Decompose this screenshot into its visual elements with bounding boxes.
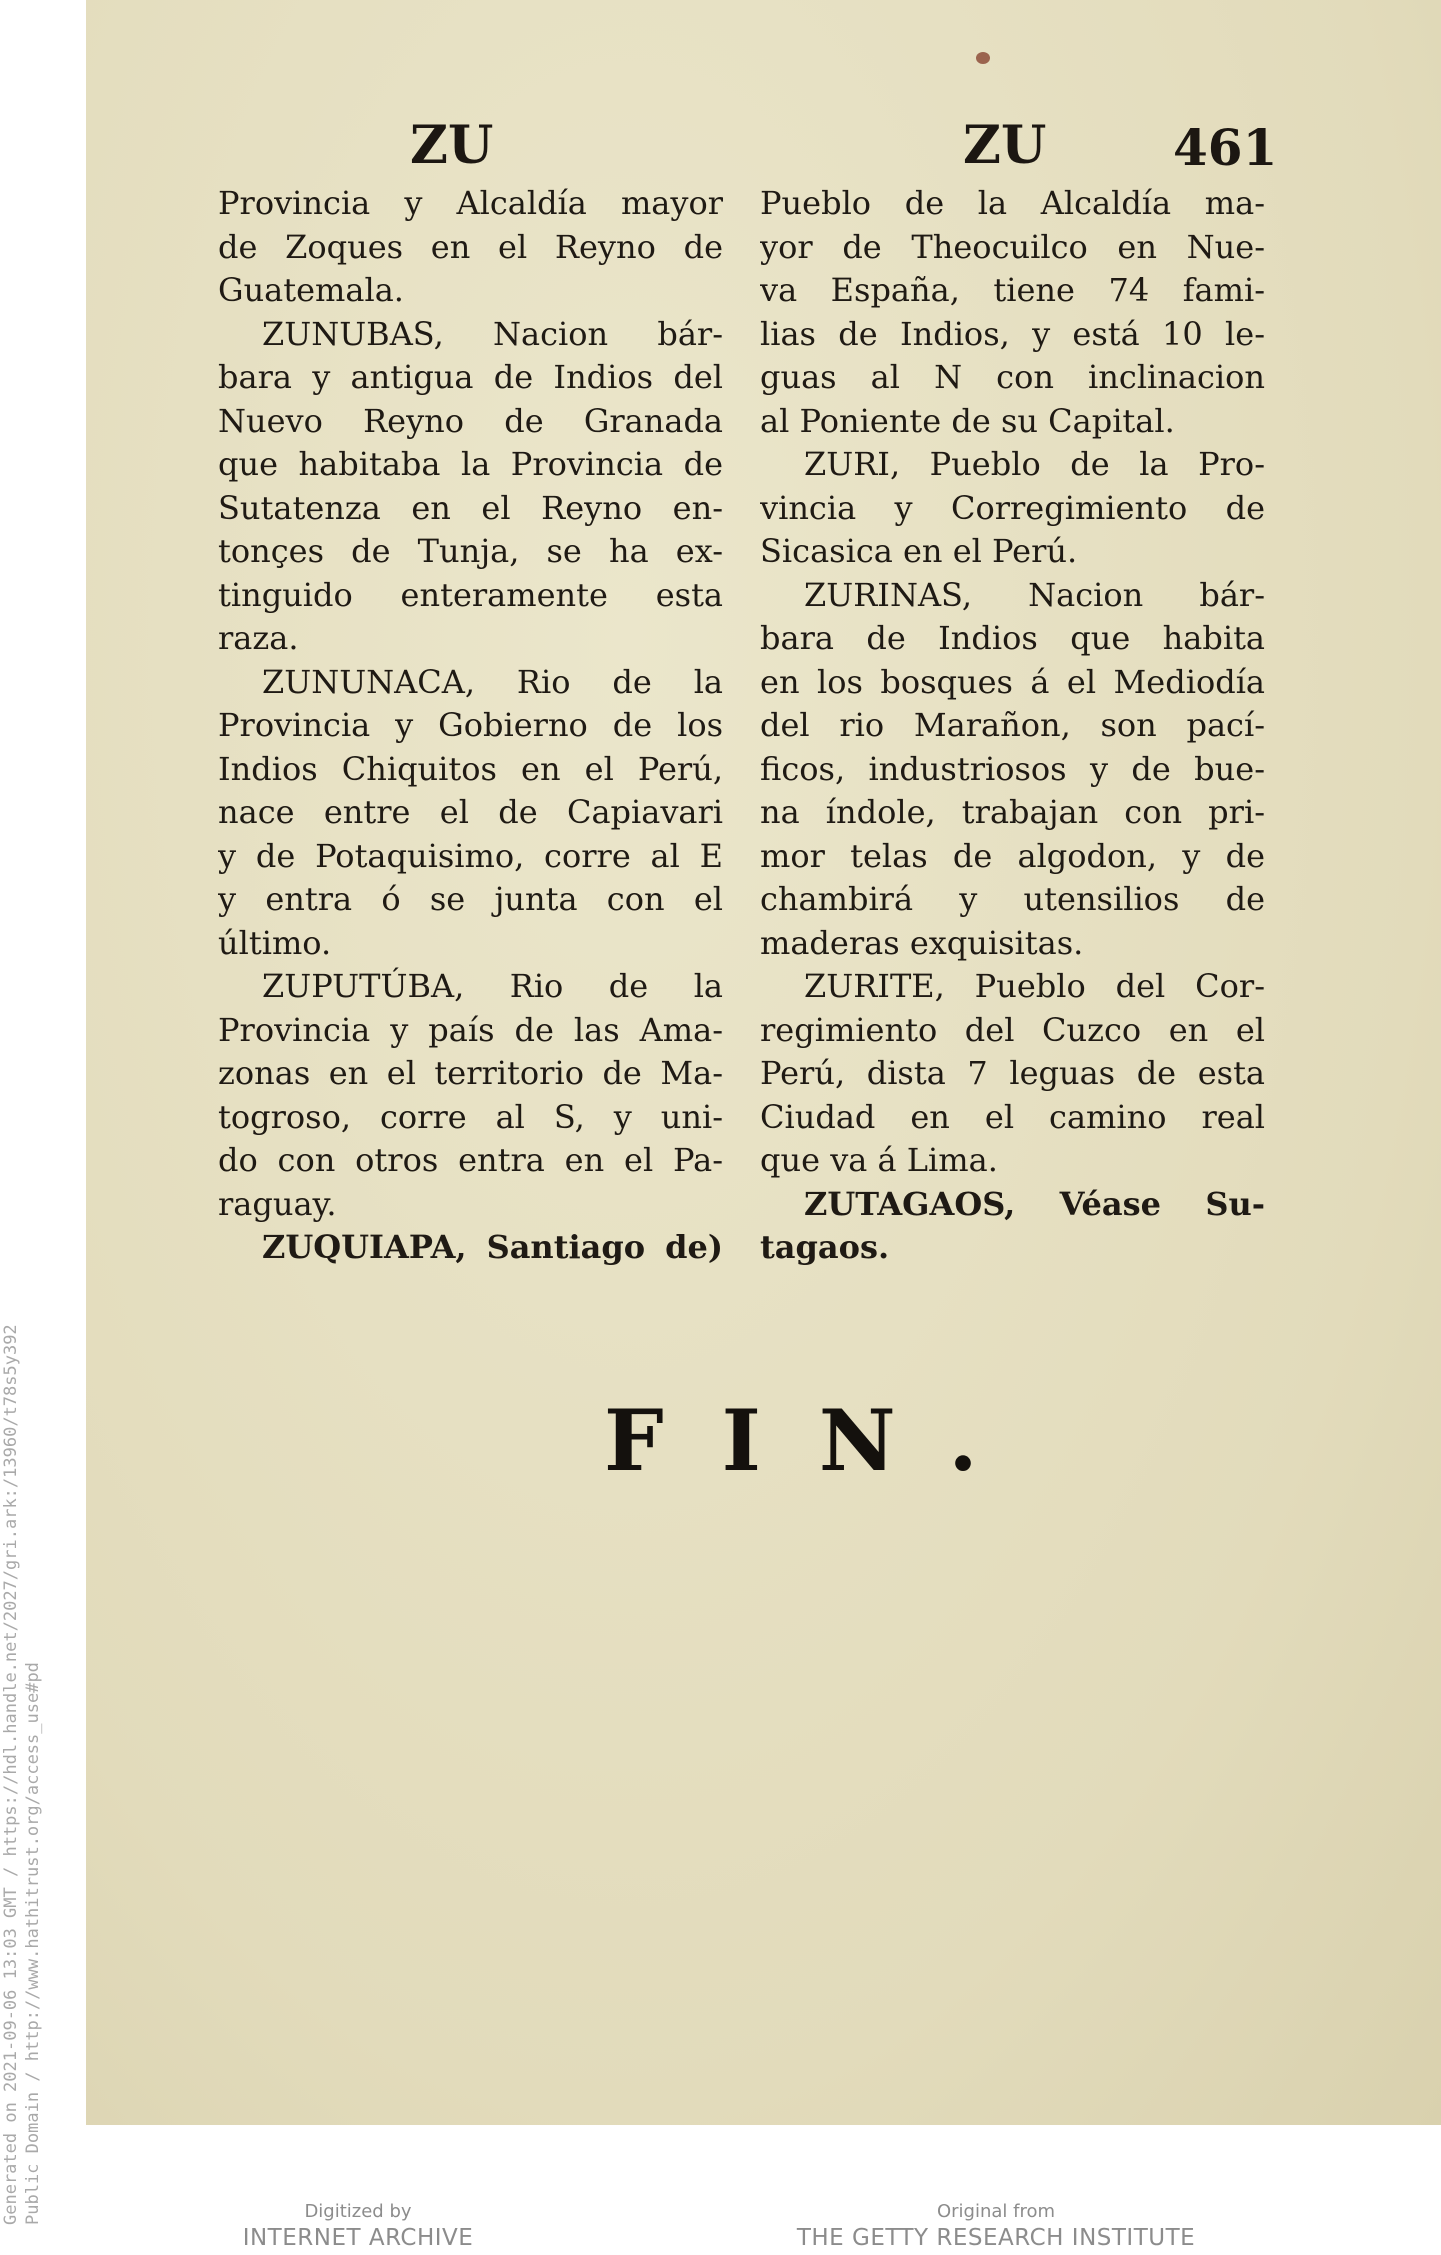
text-line: Indios Chiquitos en el Perú, xyxy=(218,749,723,788)
text-line: ZURI, Pueblo de la Pro- xyxy=(804,445,1265,483)
text-line: Nuevo Reyno de Granada xyxy=(218,401,723,440)
running-head-left: ZU xyxy=(410,115,494,176)
text-line: último. xyxy=(218,923,332,962)
text-line: maderas exquisitas. xyxy=(760,923,1084,962)
ink-smudge xyxy=(976,52,990,64)
text-line: vincia y Corregimiento de xyxy=(760,488,1265,527)
text-line: Perú, dista 7 leguas de esta xyxy=(760,1054,1265,1092)
text-line: y de Potaquisimo, corre al E xyxy=(218,836,723,875)
page-number: 461 xyxy=(1173,118,1278,177)
text-line: raza. xyxy=(218,619,299,657)
text-line: al Poniente de su Capital. xyxy=(760,401,1175,440)
text-line: na índole, trabajan con pri- xyxy=(760,793,1265,831)
right-text-column xyxy=(760,182,1265,1270)
generation-stamp-line1: Generated on 2021-09-06 13:03 GMT / https://hdl.handle.net/2027/gri.ark:/13960/t78s5y392 xyxy=(1,1324,21,2225)
footer-getty: THE GETTY RESEARCH INSTITUTE xyxy=(796,2225,1196,2251)
text-line: togroso, corre al S, y uni- xyxy=(218,1097,723,1136)
text-line: ZUNUBAS, Nacion bár- xyxy=(262,314,723,353)
generation-stamp-line2: Public Domain / http://www.hathitrust.org/access_use#pd xyxy=(23,1662,43,2225)
text-line: bara de Indios que habita xyxy=(760,619,1265,657)
text-line: Guatemala. xyxy=(218,271,404,309)
text-line: ZUTAGAOS, Véase Su- xyxy=(804,1184,1265,1223)
text-line: lias de Indios, y está 10 le- xyxy=(760,314,1265,353)
text-line: ZUNUNACA, Rio de la xyxy=(262,662,723,701)
text-line: do con otros entra en el Pa- xyxy=(218,1141,723,1179)
text-line: regimiento del Cuzco en el xyxy=(760,1010,1265,1049)
running-head-right: ZU xyxy=(963,115,1047,176)
text-line: tonçes de Tunja, se ha ex- xyxy=(218,532,723,570)
text-line: Provincia y Alcaldía mayor xyxy=(218,184,723,222)
text-line: raguay. xyxy=(218,1184,337,1223)
text-line: Ciudad en el camino real xyxy=(760,1097,1265,1136)
text-line: que habitaba la Provincia de xyxy=(218,445,723,483)
footer-digitized-label: Digitized by xyxy=(304,2201,412,2222)
text-line: ZUQUIAPA, Santiago de) xyxy=(262,1228,723,1266)
text-line: del rio Marañon, son pací- xyxy=(760,706,1265,744)
footer-original-label: Original from xyxy=(936,2201,1056,2222)
text-line: nace entre el de Capiavari xyxy=(218,793,723,831)
text-line: yor de Theocuilco en Nue- xyxy=(760,227,1265,266)
text-line: que va á Lima. xyxy=(760,1141,998,1179)
text-line: ZUPUTÚBA, Rio de la xyxy=(262,967,723,1005)
text-line: ZURITE, Pueblo del Cor- xyxy=(804,967,1265,1005)
text-line: Provincia y Gobierno de los xyxy=(218,706,723,744)
text-line: tagaos. xyxy=(760,1228,890,1266)
text-line: chambirá y utensilios de xyxy=(760,880,1265,918)
text-line: ZURINAS, Nacion bár- xyxy=(804,575,1265,614)
text-line: guas al N con inclinacion xyxy=(760,358,1265,396)
text-line: ficos, industriosos y de bue- xyxy=(760,749,1265,788)
text-line: de Zoques en el Reyno de xyxy=(218,227,723,266)
text-line: mor telas de algodon, y de xyxy=(760,836,1265,875)
text-line: Pueblo de la Alcaldía ma- xyxy=(760,184,1265,222)
text-line: zonas en el territorio de Ma- xyxy=(218,1054,723,1092)
generation-stamp xyxy=(0,1324,44,2225)
footer-internet-archive: INTERNET ARCHIVE xyxy=(242,2225,474,2251)
text-line: Provincia y país de las Ama- xyxy=(218,1010,723,1049)
left-text-column xyxy=(218,182,723,1270)
text-line: Sicasica en el Perú. xyxy=(760,532,1078,570)
text-line: tinguido enteramente esta xyxy=(218,575,723,614)
footer-digitized-by xyxy=(58,2201,658,2253)
text-line: bara y antigua de Indios del xyxy=(218,358,723,396)
fin-ending: FIN. xyxy=(604,1391,1036,1490)
text-line: va España, tiene 74 fami- xyxy=(760,271,1265,309)
text-line: y entra ó se junta con el xyxy=(218,880,723,918)
text-line: Sutatenza en el Reyno en- xyxy=(218,488,723,527)
text-line: en los bosques á el Mediodía xyxy=(760,662,1265,701)
footer-original-from xyxy=(696,2201,1296,2253)
